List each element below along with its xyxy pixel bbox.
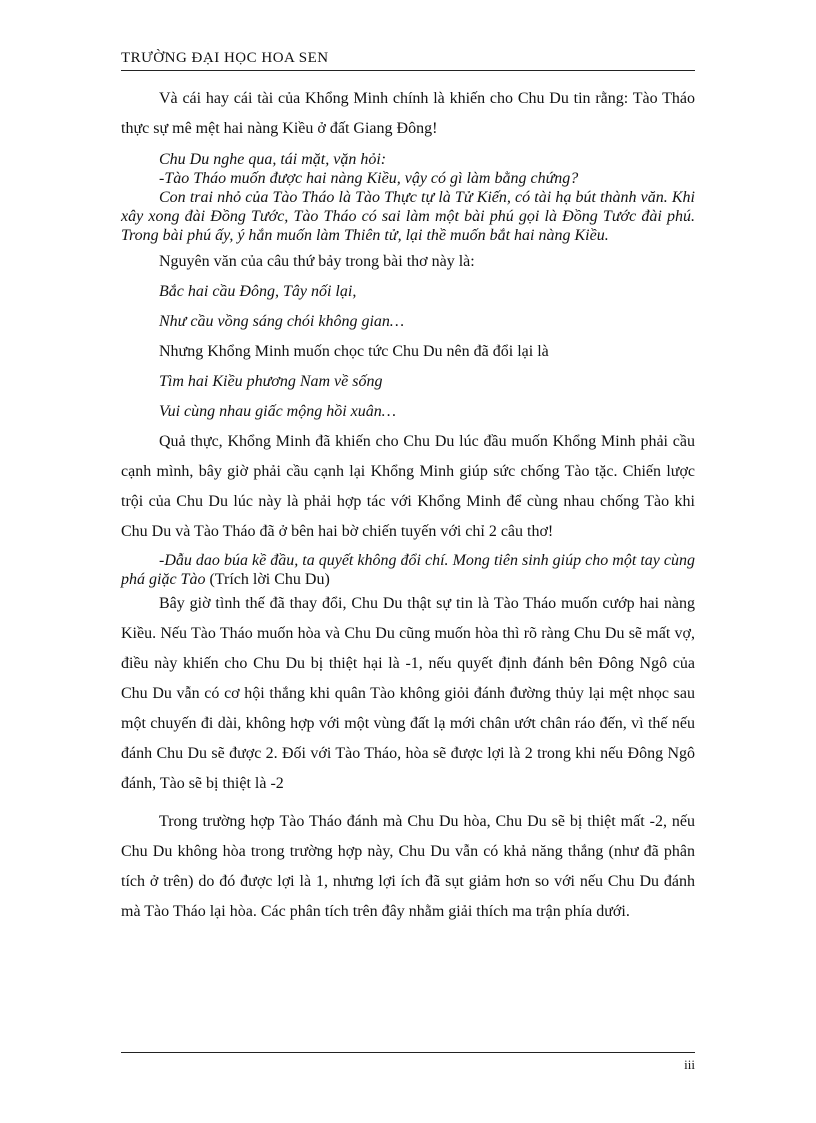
- dialog-line: Con trai nhỏ của Tào Tháo là Tào Thực tự là Tử Kiến, có tài hạ bút thành văn. Khi xây xong đài Đồng Tước, Tào Tháo có sai làm một bài phú gọi là Đồng Tước đài phú. Trong bài phú ấy, ý hắn muốn làm Thiên tử, lại thề muốn bắt hai nàng Kiều.: [121, 189, 695, 244]
- dialog-line: Chu Du nghe qua, tái mặt, vặn hỏi:: [159, 151, 387, 168]
- quote: [121, 551, 695, 589]
- paragraph: Nhưng Khổng Minh muốn chọc tức Chu Du nên đã đổi lại là: [159, 343, 549, 360]
- verse-line: Bắc hai cầu Đông, Tây nối lại,: [159, 283, 357, 300]
- paragraph: Và cái hay cái tài của Khổng Minh chính là khiến cho Chu Du tin rằng: Tào Tháo thực sự mê mệt hai nàng Kiều ở đất Giang Đông!: [121, 90, 695, 137]
- paragraph: Quả thực, Khổng Minh đã khiến cho Chu Du lúc đầu muốn Khổng Minh phải cầu cạnh mình, bây giờ phải cầu cạnh lại Khổng Minh giúp sức chống Tào tặc. Chiến lược trội của Chu Du lúc này là phải hợp tác với Khổng Minh để cùng nhau chống Tào khi Chu Du và Tào Tháo đã ở bên hai bờ chiến tuyến với chỉ 2 câu thơ!: [121, 433, 695, 540]
- header-divider: [121, 70, 695, 71]
- paragraph: Nguyên văn của câu thứ bảy trong bài thơ này là:: [159, 253, 475, 270]
- page-number: iii: [684, 1057, 695, 1072]
- verse-line: Như cầu vồng sáng chói không gian…: [159, 313, 405, 330]
- paragraph: Bây giờ tình thế đã thay đổi, Chu Du thật sự tin là Tào Tháo muốn cướp hai nàng Kiều. Nếu Tào Tháo muốn hòa và Chu Du cũng muốn hòa thì rõ ràng Chu Du sẽ mất vợ, điều này khiến cho Chu Du bị thiệt hại là -1, nếu quyết định đánh bên Đông Ngô của Chu Du vẫn có cơ hội thắng khi quân Tào không giỏi đánh đường thủy lại mệt nhọc sau một chuyến đi dài, không hợp với một vùng đất lạ mới chân ướt chân ráo đến, vì thế nếu đánh Chu Du sẽ được 2. Đối với Tào Tháo, hòa sẽ được lợi là 2 trong khi nếu Đông Ngô đánh, Tào sẽ bị thiệt là -2: [121, 595, 695, 792]
- footer-divider: [121, 1052, 695, 1053]
- quote-source: (Trích lời Chu Du): [205, 571, 330, 588]
- verse-line: Tìm hai Kiều phương Nam về sống: [159, 373, 383, 390]
- quote-text: -Dẫu dao búa kề đầu, ta quyết không đổi chí. Mong tiên sinh giúp cho một tay cùng phá giặc Tào: [121, 552, 695, 588]
- dialog-block: [121, 150, 695, 245]
- verse-line: Vui cùng nhau giấc mộng hồi xuân…: [159, 403, 397, 420]
- dialog-line: -Tào Tháo muốn được hai nàng Kiều, vậy có gì làm bằng chứng?: [159, 170, 579, 187]
- paragraph: Trong trường hợp Tào Tháo đánh mà Chu Du hòa, Chu Du sẽ bị thiệt mất -2, nếu Chu Du không hòa trong trường hợp này, Chu Du vẫn có khả năng thắng (như đã phân tích ở trên) do đó được lợi là 1, nhưng lợi ích đã sụt giảm hơn so với nếu Chu Du đánh mà Tào Tháo lại hòa. Các phân tích trên đây nhằm giải thích ma trận phía dưới.: [121, 813, 695, 920]
- document-body: [121, 84, 695, 927]
- page-header: TRƯỜNG ĐẠI HỌC HOA SEN: [121, 50, 329, 66]
